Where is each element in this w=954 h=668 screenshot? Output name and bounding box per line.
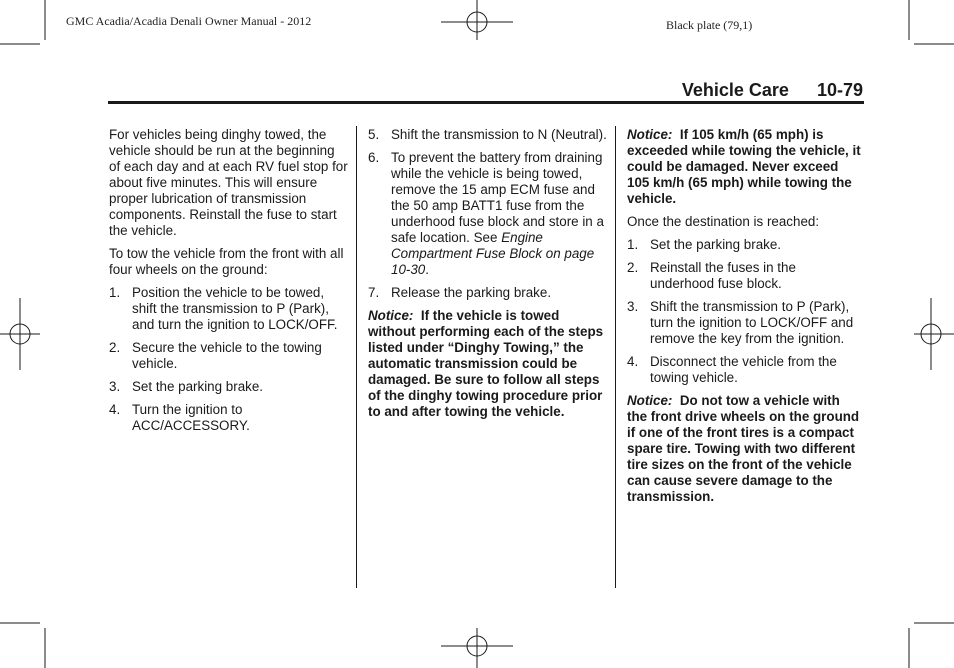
step-number: 1. (627, 237, 639, 252)
step-text: Set the parking brake. (650, 237, 782, 252)
step-text: Set the parking brake. (132, 379, 264, 394)
step-number: 2. (627, 260, 639, 275)
column-3 (627, 127, 863, 512)
paragraph: To tow the vehicle from the front with all four wheels on the ground: (109, 246, 344, 277)
notice-block (627, 393, 863, 505)
step-text: Secure the vehicle to the towing vehicle. (132, 340, 322, 371)
step-number: 4. (109, 402, 121, 417)
notice-text: If the vehicle is towed without performing each of the steps listed under “Dinghy Towing,” the automatic transmission could be damaged. Be sure to follow all steps of the dinghy towing procedure prior to and after towing the vehicle. (368, 308, 604, 419)
notice-text: Do not tow a vehicle with the front drive wheels on the ground if one of the front tires is a compact spare tire. Towing with two different tire sizes on the front of the vehicle can cause severe damage to the transmission. (627, 393, 860, 504)
section-title: Vehicle Care (681, 80, 789, 100)
step-text: Reinstall the fuses in the underhood fuse block. (650, 260, 796, 291)
step-text: Shift the transmission to N (Neutral). (391, 127, 607, 142)
notice-label: Notice: (368, 308, 414, 323)
notice-label: Notice: (627, 393, 673, 408)
step-text-end: . (425, 262, 429, 277)
list-item (368, 150, 608, 278)
paragraph: For vehicles being dinghy towed, the vehicle should be run at the beginning of each day and at each RV fuel stop for about five minutes. This will ensure proper lubrication of transmission components. Reinstall the fuse to start the vehicle. (109, 127, 348, 238)
step-text: Position the vehicle to be towed, shift the transmission to P (Park), and turn the ignition to LOCK/OFF. (132, 285, 338, 332)
list-item (109, 379, 349, 395)
step-number: 5. (368, 127, 380, 142)
step-number: 3. (109, 379, 121, 394)
list-item (109, 285, 349, 333)
list-item (368, 285, 608, 301)
step-number: 2. (109, 340, 121, 355)
step-number: 4. (627, 354, 639, 369)
header-rule (108, 101, 864, 104)
page-number: 10-79 (816, 80, 863, 100)
notice-block (368, 308, 608, 420)
column-divider-1 (356, 126, 357, 588)
list-item (627, 299, 863, 347)
list-item (627, 237, 863, 253)
column-divider-2 (615, 126, 616, 588)
notice-block (627, 127, 863, 207)
plate-label: Black plate (79,1) (666, 18, 753, 32)
list-item (627, 260, 863, 292)
column-2 (368, 127, 608, 427)
notice-label: Notice: (627, 127, 673, 142)
step-number: 3. (627, 299, 639, 314)
list-item (627, 354, 863, 386)
paragraph: Once the destination is reached: (627, 214, 820, 229)
notice-text: If 105 km/h (65 mph) is exceeded while towing the vehicle, it could be damaged. Never exceed 105 km/h (65 mph) while towing the vehicle. (627, 127, 861, 206)
step-text: Turn the ignition to ACC/ACCESSORY. (132, 402, 250, 433)
list-item (109, 402, 349, 434)
step-text: To prevent the battery from draining while the vehicle is being towed, remove the 15 amp ECM fuse and the 50 amp BATT1 fuse from the underhood fuse block and store in a safe location. See (391, 150, 604, 245)
list-item (368, 127, 608, 143)
step-number: 1. (109, 285, 121, 300)
step-text: Release the parking brake. (391, 285, 552, 300)
list-item (109, 340, 349, 372)
step-number: 7. (368, 285, 380, 300)
step-text: Shift the transmission to P (Park), turn the ignition to LOCK/OFF and remove the key from the ignition. (650, 299, 854, 346)
step-text: Disconnect the vehicle from the towing vehicle. (650, 354, 837, 385)
section-header (682, 80, 863, 101)
manual-title: GMC Acadia/Acadia Denali Owner Manual - 2012 (66, 14, 312, 28)
column-1 (109, 127, 349, 441)
cross-reference-link[interactable]: Engine Compartment Fuse Block on page 10-30 (391, 230, 595, 277)
step-number: 6. (368, 150, 380, 165)
